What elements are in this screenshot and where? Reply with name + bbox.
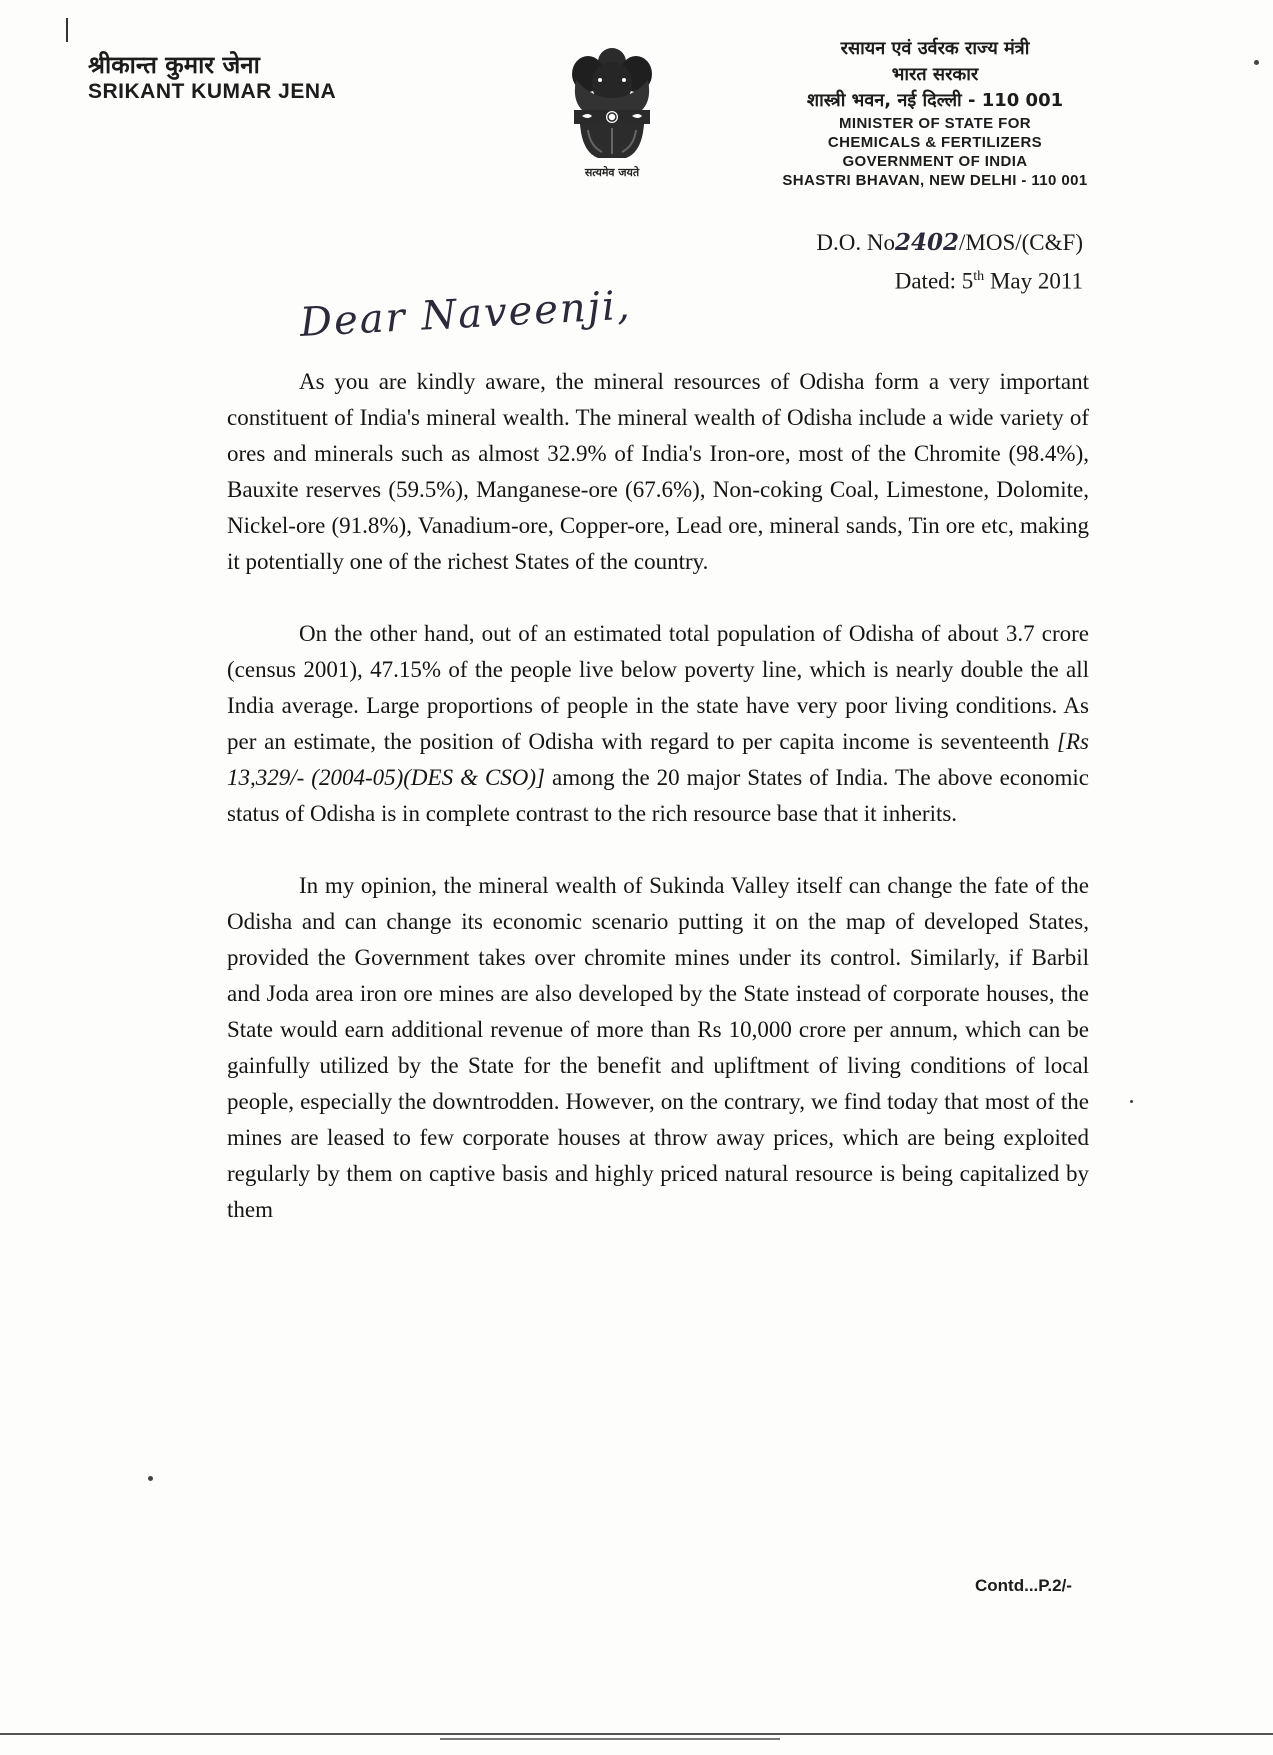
- paragraph-2-italic: [Rs 13,329/- (2004-05)(DES & CSO)]: [227, 729, 1089, 790]
- do-prefix: D.O. No: [816, 230, 895, 255]
- office-english-line-1: MINISTER OF STATE FOR: [838, 115, 1031, 132]
- handwritten-salutation: Dear Naveenji,: [298, 282, 633, 346]
- office-english-line-2: CHEMICALS & FERTILIZERS: [827, 134, 1043, 151]
- date-suffix: May 2011: [984, 268, 1083, 294]
- paragraph-2-part-1: On the other hand, out of an estimated total population of Odisha of about 3.7 crore (census 2001), 47.15% of the people live below poverty line, which is nearly double the all India average. Large proportions of people in the state have very poor living conditions. As per an estimate, the position of Odisha with regard to per capita income is seventeenth: [227, 621, 1089, 754]
- paragraph-3: In my opinion, the mineral wealth of Sukinda Valley itself can change the fate of the Odisha and can change its economic scenario putting it on the map of developed States, provided the Government takes over chromite mines under its control. Similarly, if Barbil and Joda area iron ore mines are also developed by the State instead of corporate houses, the State would earn additional revenue of more than Rs 10,000 crore per annum, which can be gainfully utilized by the State for the benefit and upliftment of living conditions of local people, especially the downtrodden. However, on the contrary, we find today that most of the mines are leased to few corporate houses at throw away prices, which are being exploited regularly by them on captive basis and highly priced natural resource is being capitalized by them: [227, 873, 1089, 1222]
- scan-speck: [148, 1476, 153, 1481]
- do-suffix: /MOS/(C&F): [959, 230, 1083, 255]
- office-hindi-line-1: रसायन एवं उर्वरक राज्य मंत्री: [840, 38, 1030, 59]
- paragraph-2-part-2: among the 20 major States of India. The above economic status of Odisha is in complete contrast to the rich resource base that it inherits.: [227, 765, 1090, 826]
- margin-mark: [66, 18, 68, 42]
- scan-edge-line: [0, 1733, 1273, 1735]
- office-letterhead: [720, 36, 1150, 190]
- office-english-line-3: GOVERNMENT OF INDIA: [842, 153, 1028, 170]
- do-number: [816, 226, 1083, 260]
- emblem-motto: सत्यमेव जयते: [584, 166, 640, 179]
- date-prefix: Dated: 5: [894, 268, 974, 294]
- letter-body: [227, 364, 1089, 1264]
- reference-block: [816, 226, 1083, 299]
- sender-name-hindi: श्रीकान्त कुमार जेना: [88, 51, 260, 79]
- do-number-handwritten: 2402: [895, 229, 960, 256]
- paragraph-1: As you are kindly aware, the mineral resources of Odisha form a very important constituent of India's mineral wealth. The mineral wealth of Odisha include a wide variety of ores and minerals such as almost 32.9% of India's Iron-ore, most of the Chromite (98.4%), Bauxite reserves (59.5%), Manganese-ore (67.6%), Non-coking Coal, Limestone, Dolomite, Nickel-ore (91.8%), Vanadium-ore, Copper-ore, Lead ore, mineral sands, Tin ore etc, making it potentially one of the richest States of the country.: [227, 369, 1089, 574]
- paragraph-2: [227, 616, 1089, 832]
- national-emblem-icon: [552, 40, 672, 190]
- office-hindi-line-3: शास्त्री भवन, नई दिल्ली - 110 001: [806, 90, 1064, 111]
- scan-speck: [1254, 60, 1259, 65]
- scan-speck: [1130, 1100, 1133, 1103]
- office-english-line-4: SHASTRI BHAVAN, NEW DELHI - 110 001: [782, 172, 1088, 189]
- scan-edge-line: [440, 1738, 780, 1740]
- letter-date: [816, 260, 1083, 299]
- continuation-note: Contd...P.2/-: [975, 1576, 1072, 1595]
- sender-name-english: SRIKANT KUMAR JENA: [88, 80, 337, 103]
- office-hindi-line-2: भारत सरकार: [891, 64, 979, 85]
- date-ordinal: th: [973, 269, 985, 284]
